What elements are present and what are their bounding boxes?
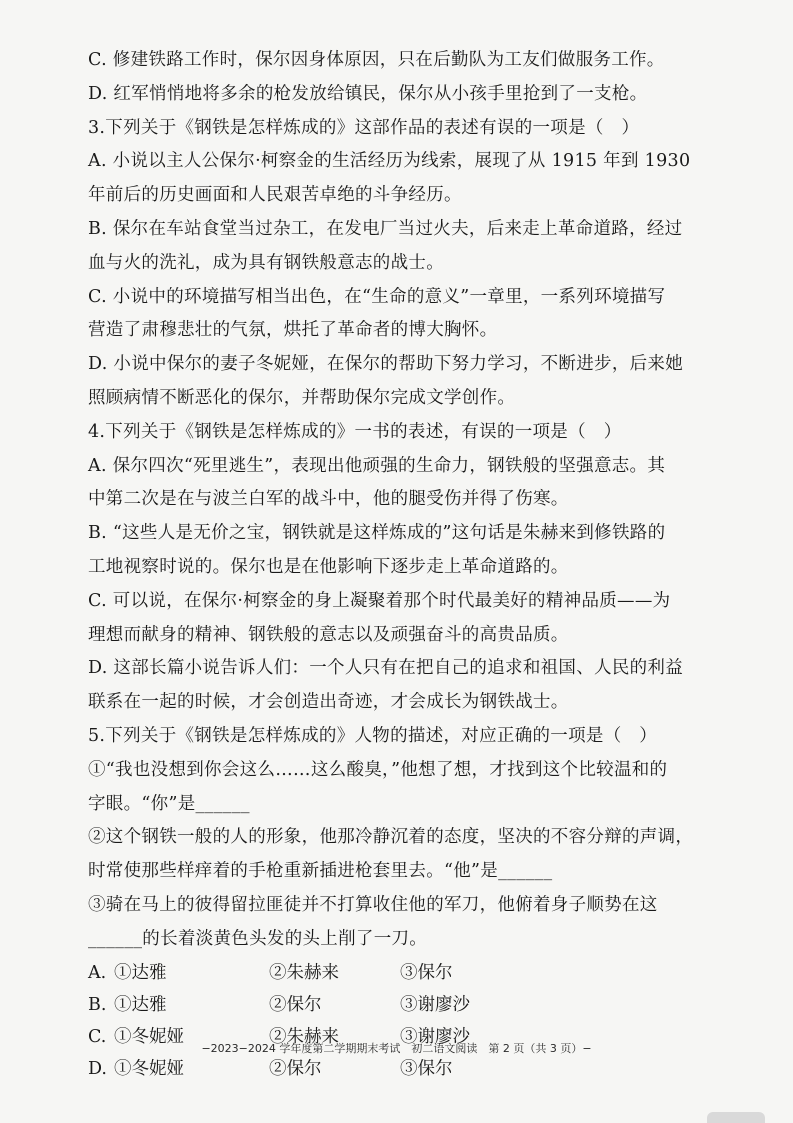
text-line: C. 小说中的环境描写相当出色，在“生命的意义”一章里，一系列环境描写 (88, 286, 666, 307)
text-line: 血与火的洗礼，成为具有钢铁般意志的战士。 (88, 252, 444, 273)
text-line: 工地视察时说的。保尔也是在他影响下逐步走上革命道路的。 (88, 556, 569, 577)
option-row-b (88, 989, 718, 1021)
text-line: 照顾病情不断恶化的保尔，并帮助保尔完成文学创作。 (88, 387, 516, 408)
text-line: B. “这些人是无价之宝，钢铁就是这样炼成的”这句话是朱赫来到修铁路的 (88, 523, 666, 544)
option-choice: ①冬妮娅 (114, 1058, 184, 1079)
text-line: D. 这部长篇小说告诉人们：一个人只有在把自己的追求和祖国、人民的利益 (88, 658, 684, 679)
text-line: 理想而献身的精神、钢铁般的意志以及顽强奋斗的高贵品质。 (88, 624, 569, 645)
text-line: C. 修建铁路工作时，保尔因身体原因，只在后勤队为工友们做服务工作。 (88, 50, 665, 70)
text-line: ______的长着淡黄色头发的头上削了一刀。 (88, 928, 428, 949)
option-choice: ②保尔 (269, 994, 322, 1015)
option-choice: ①达雅 (114, 962, 167, 983)
page-footer: −2023−2024 学年度第二学期期末考试 初二语文阅读 第 2 页（共 3 页）− (201, 1042, 592, 1055)
text-line: ②这个钢铁一般的人的形象，他那冷静沉着的态度，坚决的不容分辩的声调， (88, 827, 694, 848)
text-line: A. 保尔四次“死里逃生”，表现出他顽强的生命力，钢铁般的坚强意志。其 (88, 455, 666, 476)
text-line: 中第二次是在与波兰白军的战斗中，他的腿受伤并得了伤寒。 (88, 489, 569, 510)
text-line: C. 可以说，在保尔·柯察金的身上凝聚着那个时代最美好的精神品质——为 (88, 590, 671, 611)
option-choice: ②朱赫来 (269, 962, 339, 983)
option-row-d (88, 1053, 718, 1085)
text-line: D. 红军悄悄地将多余的枪发放给镇民，保尔从小孩手里抢到了一支枪。 (88, 83, 648, 104)
text-line: B. 保尔在车站食堂当过杂工，在发电厂当过火夫，后来走上革命道路，经过 (88, 218, 683, 239)
option-choice: ③谢廖沙 (400, 994, 470, 1015)
option-letter: D. (88, 1058, 107, 1079)
option-choice: ②保尔 (269, 1058, 322, 1079)
option-row-a (88, 957, 718, 989)
option-choice: ①冬妮娅 (114, 1026, 184, 1047)
text-line: 字眼。“你”是______ (88, 793, 250, 814)
question-stem: 5.下列关于《钢铁是怎样炼成的》人物的描述，对应正确的一项是（ ） (88, 725, 658, 746)
option-choice: ③谢廖沙 (400, 1026, 470, 1047)
text-line: 年前后的历史画面和人民艰苦卓绝的斗争经历。 (88, 185, 462, 206)
question-stem: 3.下列关于《钢铁是怎样炼成的》这部作品的表述有误的一项是（ ） (88, 117, 640, 138)
option-letter: B. (88, 994, 107, 1015)
text-line: 营造了肃穆悲壮的气氛，烘托了革命者的博大胸怀。 (88, 320, 498, 341)
option-letter: C. (88, 1026, 107, 1047)
option-choice: ①达雅 (114, 994, 167, 1015)
text-lines (88, 44, 718, 957)
option-choice: ②朱赫来 (269, 1026, 339, 1047)
option-choice: ③保尔 (400, 1058, 453, 1079)
question-stem: 4.下列关于《钢铁是怎样炼成的》一书的表述，有误的一项是（ ） (88, 421, 622, 442)
text-line: A. 小说以主人公保尔·柯察金的生活经历为线索，展现了从 1915 年到 1930 (88, 151, 691, 172)
text-line: ③骑在马上的彼得留拉匪徒并不打算收住他的军刀，他俯着身子顺势在这 (88, 894, 658, 915)
question-body (88, 44, 718, 1085)
option-choice: ③保尔 (400, 962, 453, 983)
text-line: ①“我也没想到你会这么……这么酸臭，”他想了想，才找到这个比较温和的 (88, 759, 668, 780)
option-letter: A. (88, 962, 107, 983)
text-line: 时常使那些样痒着的手枪重新插进枪套里去。“他”是______ (88, 861, 553, 882)
answer-options (88, 957, 718, 1085)
text-line: D. 小说中保尔的妻子冬妮娅，在保尔的帮助下努力学习，不断进步，后来她 (88, 354, 684, 375)
scan-smudge (707, 1112, 765, 1123)
text-line: 联系在一起的时候，才会创造出奇迹，才会成长为钢铁战士。 (88, 692, 569, 713)
